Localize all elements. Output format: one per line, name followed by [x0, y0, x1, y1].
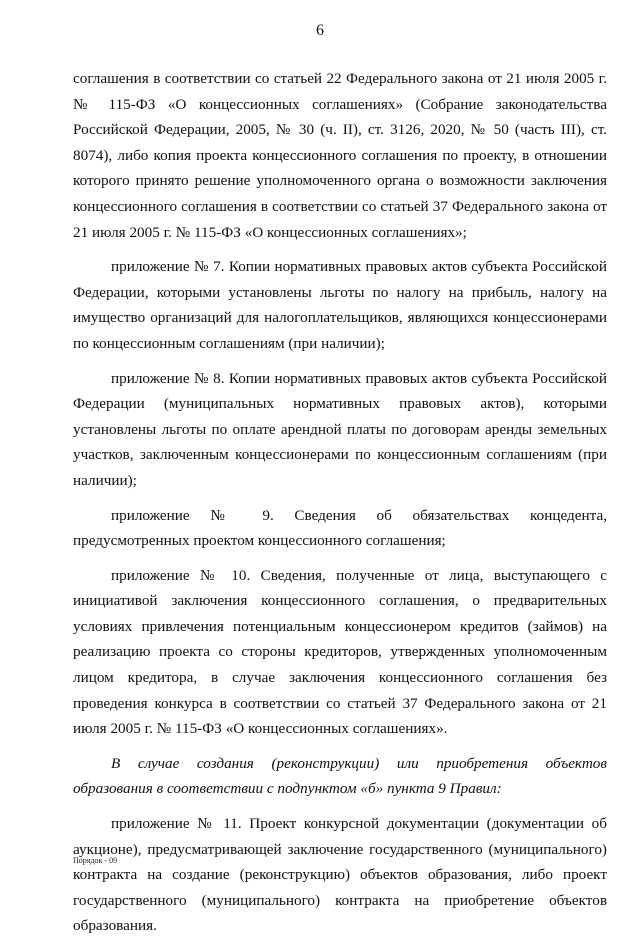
- paragraph-appendix-8: приложение № 8. Копии нормативных правовых актов субъекта Российской Федерации (муниципальных нормативных правовых актов), которыми установлены льготы по оплате арендной платы по договорам аренды земельных участков, заключенным концессионерами по концессионным соглашениям (при наличии);: [73, 369, 607, 489]
- footer-label: Порядок - 09: [73, 856, 118, 865]
- paragraph-education-case-heading: В случае создания (реконструкции) или приобретения объектов образования в соответствии с подпунктом «б» пункта 9 Правил:: [73, 754, 607, 798]
- paragraph-appendix-9: приложение № 9. Сведения об обязательствах концедента, предусмотренных проектом концессионного соглашения;: [73, 506, 607, 550]
- paragraph-continuation: соглашения в соответствии со статьей 22 Федерального закона от 21 июля 2005 г. № 115-ФЗ «О концессионных соглашениях» (Собрание законодательства Российской Федерации, 2005, № 30 (ч. II), ст. 3126, 2020, № 50 (часть III), ст. 8074), либо копия проекта концессионного соглашения по проекту, в отношении которого принято решение уполномоченного органа о возможности заключения концессионного соглашения в соответствии со статьей 37 Федерального закона от 21 июля 2005 г. № 115-ФЗ «О концессионных соглашениях»;: [73, 70, 607, 241]
- page-number: 6: [316, 22, 324, 39]
- paragraph-appendix-11: приложение № 11. Проект конкурсной документации (документации об аукционе), предусматривающей заключение государственного (муниципального) контракта на создание (реконструкцию) объектов образования, либо проект государственного (муниципального) контракта на приобретение объектов образования.: [73, 815, 607, 935]
- paragraph-appendix-10: приложение № 10. Сведения, полученные от лица, выступающего с инициативой заключения концессионного соглашения, о предварительных условиях привлечения потенциальным концессионером кредитов (займов) на реализацию проекта со стороны кредиторов, утвержденных уполномоченным лицом кредитора, в случае заключения концессионного соглашения без проведения конкурса в соответствии со статьей 37 Федерального закона от 21 июля 2005 г. № 115-ФЗ «О концессионных соглашениях».: [73, 566, 607, 738]
- paragraph-appendix-7: приложение № 7. Копии нормативных правовых актов субъекта Российской Федерации, которыми установлены льготы по налогу на прибыль, налогу на имущество организаций для налогоплательщиков, являющихся концессионерами по концессионным соглашениям (при наличии);: [73, 258, 607, 352]
- document-body: [73, 66, 607, 948]
